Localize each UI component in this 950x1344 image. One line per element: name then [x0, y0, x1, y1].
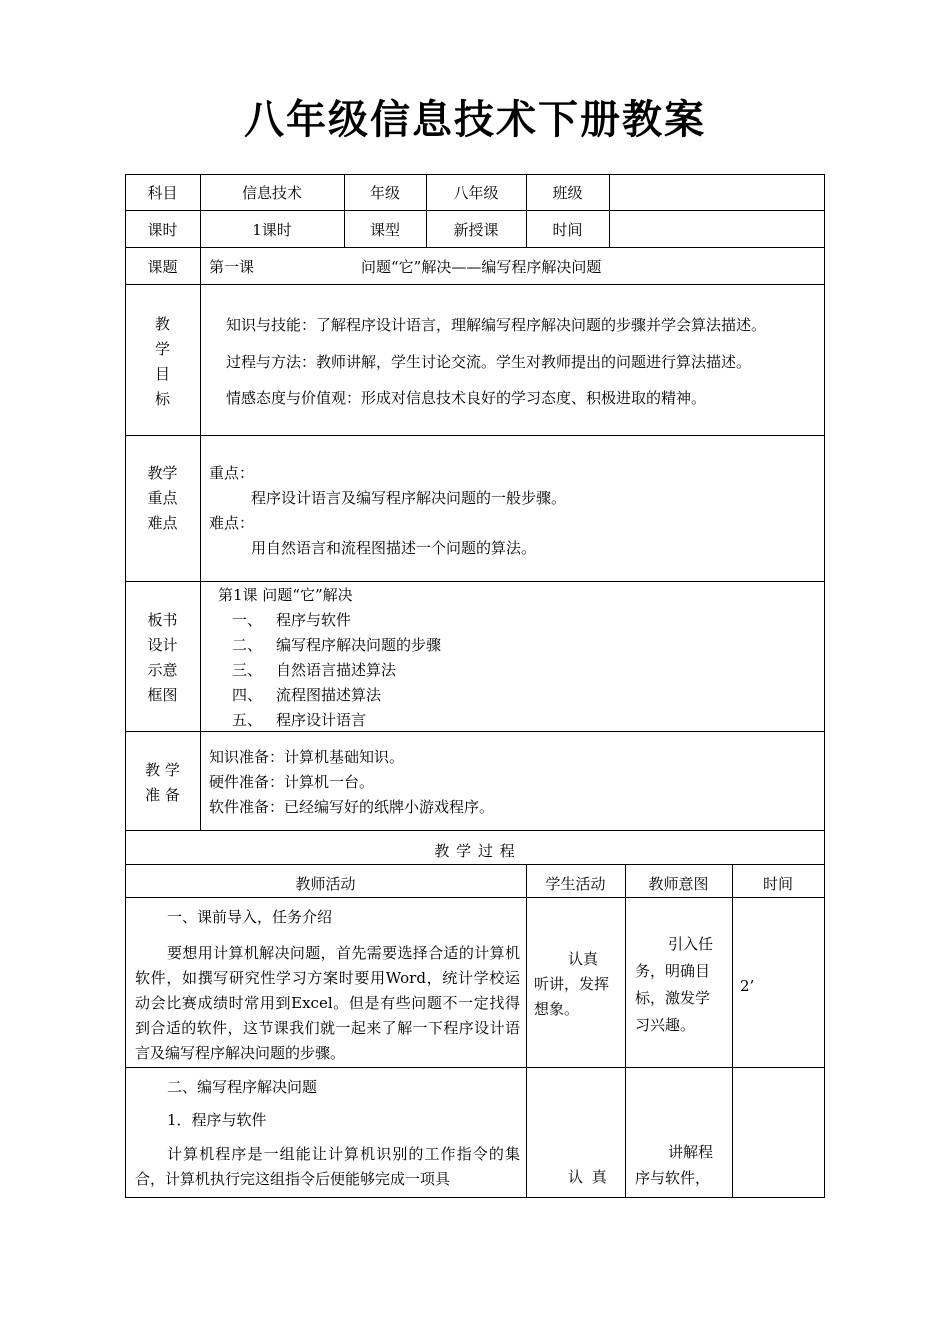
keypoints-label-2: 重点: [147, 489, 178, 507]
class-label: 班级: [552, 184, 583, 202]
process-step-heading: 二、编写程序解决问题: [167, 1078, 318, 1096]
hours-label: 课时: [147, 221, 178, 239]
prep-label-2: 准 备: [145, 786, 180, 804]
header-student-activity: 学生活动: [545, 875, 606, 893]
teacher-intent-line: 序与软件，: [635, 1169, 711, 1187]
topic-value: 问题“它”解决——编写程序解决问题: [361, 258, 602, 276]
table-border-right: [824, 174, 825, 1198]
process-title: 教 学 过 程: [434, 842, 516, 860]
col-divider: [625, 864, 626, 1197]
goal-attitude: 情感态度与价值观：形成对信息技术良好的学习态度、积极进取的精神。: [226, 389, 707, 407]
grade-label: 年级: [369, 184, 400, 202]
row-divider: [125, 210, 825, 211]
row-divider: [125, 897, 825, 898]
table-border-bottom: [125, 1197, 825, 1198]
header-teacher-activity: 教师活动: [295, 875, 356, 893]
board-item-num: 二、: [232, 636, 263, 654]
key-point-text: 程序设计语言及编写程序解决问题的一般步骤。: [251, 489, 567, 507]
board-item-text: 程序设计语言: [276, 711, 367, 729]
prep-software: 软件准备：已经编写好的纸牌小游戏程序。: [209, 798, 495, 816]
student-activity-line: 认真: [568, 950, 599, 968]
teacher-intent-line: 务，明确目: [635, 962, 711, 980]
row-divider: [125, 731, 825, 732]
student-activity-line: 认 真: [568, 1168, 609, 1186]
board-label-3: 示意: [147, 661, 178, 679]
row-divider: [125, 1067, 825, 1068]
board-label-1: 板书: [147, 611, 178, 629]
process-step-subheading: 1．程序与软件: [167, 1111, 267, 1129]
col-divider: [609, 174, 610, 247]
document-title: 八年级信息技术下册教案: [244, 97, 706, 143]
board-item-text: 编写程序解决问题的步骤: [276, 636, 442, 654]
prep-hardware: 硬件准备：计算机一台。: [209, 773, 375, 791]
keypoints-label-3: 难点: [147, 514, 178, 532]
header-time: 时间: [762, 875, 793, 893]
topic-label: 课题: [147, 258, 178, 276]
prep-knowledge: 知识准备：计算机基础知识。: [209, 748, 405, 766]
process-step-text: 计算机程序是一组能让计算机识别的工作指令的集合，计算机执行完这组指令后便能够完成一项具: [135, 1145, 520, 1188]
key-point-title: 重点：: [209, 464, 255, 482]
subject-value: 信息技术: [241, 184, 302, 202]
process-step-text: 要想用计算机解决问题，首先需要选择合适的计算机软件，如撰写研究性学习方案时要用Word，统计学校运动会比赛成绩时常用到Excel。但是有些问题不一定找得到合适的软件，这节课我们就一起来了解一下程序设计语言及编写程序解决问题的步骤。: [135, 944, 520, 1062]
board-item-text: 程序与软件: [276, 611, 352, 629]
row-divider: [125, 284, 825, 285]
row-divider: [125, 581, 825, 582]
goals-label-4: 标: [154, 390, 170, 408]
row-divider: [125, 435, 825, 436]
lesson-plan-table: [125, 174, 825, 1198]
col-divider: [732, 864, 733, 1197]
goals-label-1: 教: [154, 315, 170, 333]
board-item-num: 五、: [232, 711, 263, 729]
grade-value: 八年级: [453, 184, 499, 202]
teacher-intent-line: 讲解程: [668, 1143, 714, 1161]
difficult-point-text: 用自然语言和流程图描述一个问题的算法。: [251, 539, 537, 557]
subject-label: 科目: [147, 184, 178, 202]
prep-label-1: 教 学: [145, 761, 180, 779]
row-divider: [125, 247, 825, 248]
row-divider: [125, 864, 825, 865]
goal-knowledge: 知识与技能：了解程序设计语言，理解编写程序解决问题的步骤并学会算法描述。: [226, 316, 767, 334]
student-activity-line: 听讲，发挥: [534, 975, 610, 993]
board-heading: 第1课 问题“它”解决: [218, 586, 353, 604]
time-value: 2’: [740, 977, 755, 995]
board-label-4: 框图: [147, 686, 178, 704]
goals-label-2: 学: [154, 340, 170, 358]
hours-value: 1课时: [252, 221, 292, 239]
keypoints-label-1: 教学: [147, 464, 178, 482]
board-item-num: 一、: [232, 611, 263, 629]
student-activity-line: 想象。: [534, 1000, 580, 1018]
table-border-top: [125, 174, 825, 175]
difficult-point-title: 难点：: [209, 514, 255, 532]
type-value: 新授课: [453, 221, 499, 239]
board-item-text: 自然语言描述算法: [276, 661, 397, 679]
topic-lesson: 第一课: [209, 258, 255, 276]
board-item-num: 四、: [232, 686, 263, 704]
process-step-heading: 一、课前导入，任务介绍: [167, 908, 333, 926]
time-label: 时间: [552, 221, 583, 239]
teacher-intent-line: 标，激发学: [635, 989, 711, 1007]
teacher-intent-line: 引入任: [668, 935, 714, 953]
col-divider: [526, 864, 527, 1197]
goals-label-3: 目: [154, 365, 170, 383]
board-item-text: 流程图描述算法: [276, 686, 382, 704]
type-label: 课型: [369, 221, 400, 239]
col-divider: [200, 247, 201, 830]
board-item-num: 三、: [232, 661, 263, 679]
teacher-intent-line: 习兴趣。: [635, 1016, 696, 1034]
goal-process: 过程与方法：教师讲解，学生讨论交流。学生对教师提出的问题进行算法描述。: [226, 353, 752, 371]
board-label-2: 设计: [147, 636, 178, 654]
header-teacher-intent: 教师意图: [648, 875, 709, 893]
row-divider: [125, 830, 825, 831]
